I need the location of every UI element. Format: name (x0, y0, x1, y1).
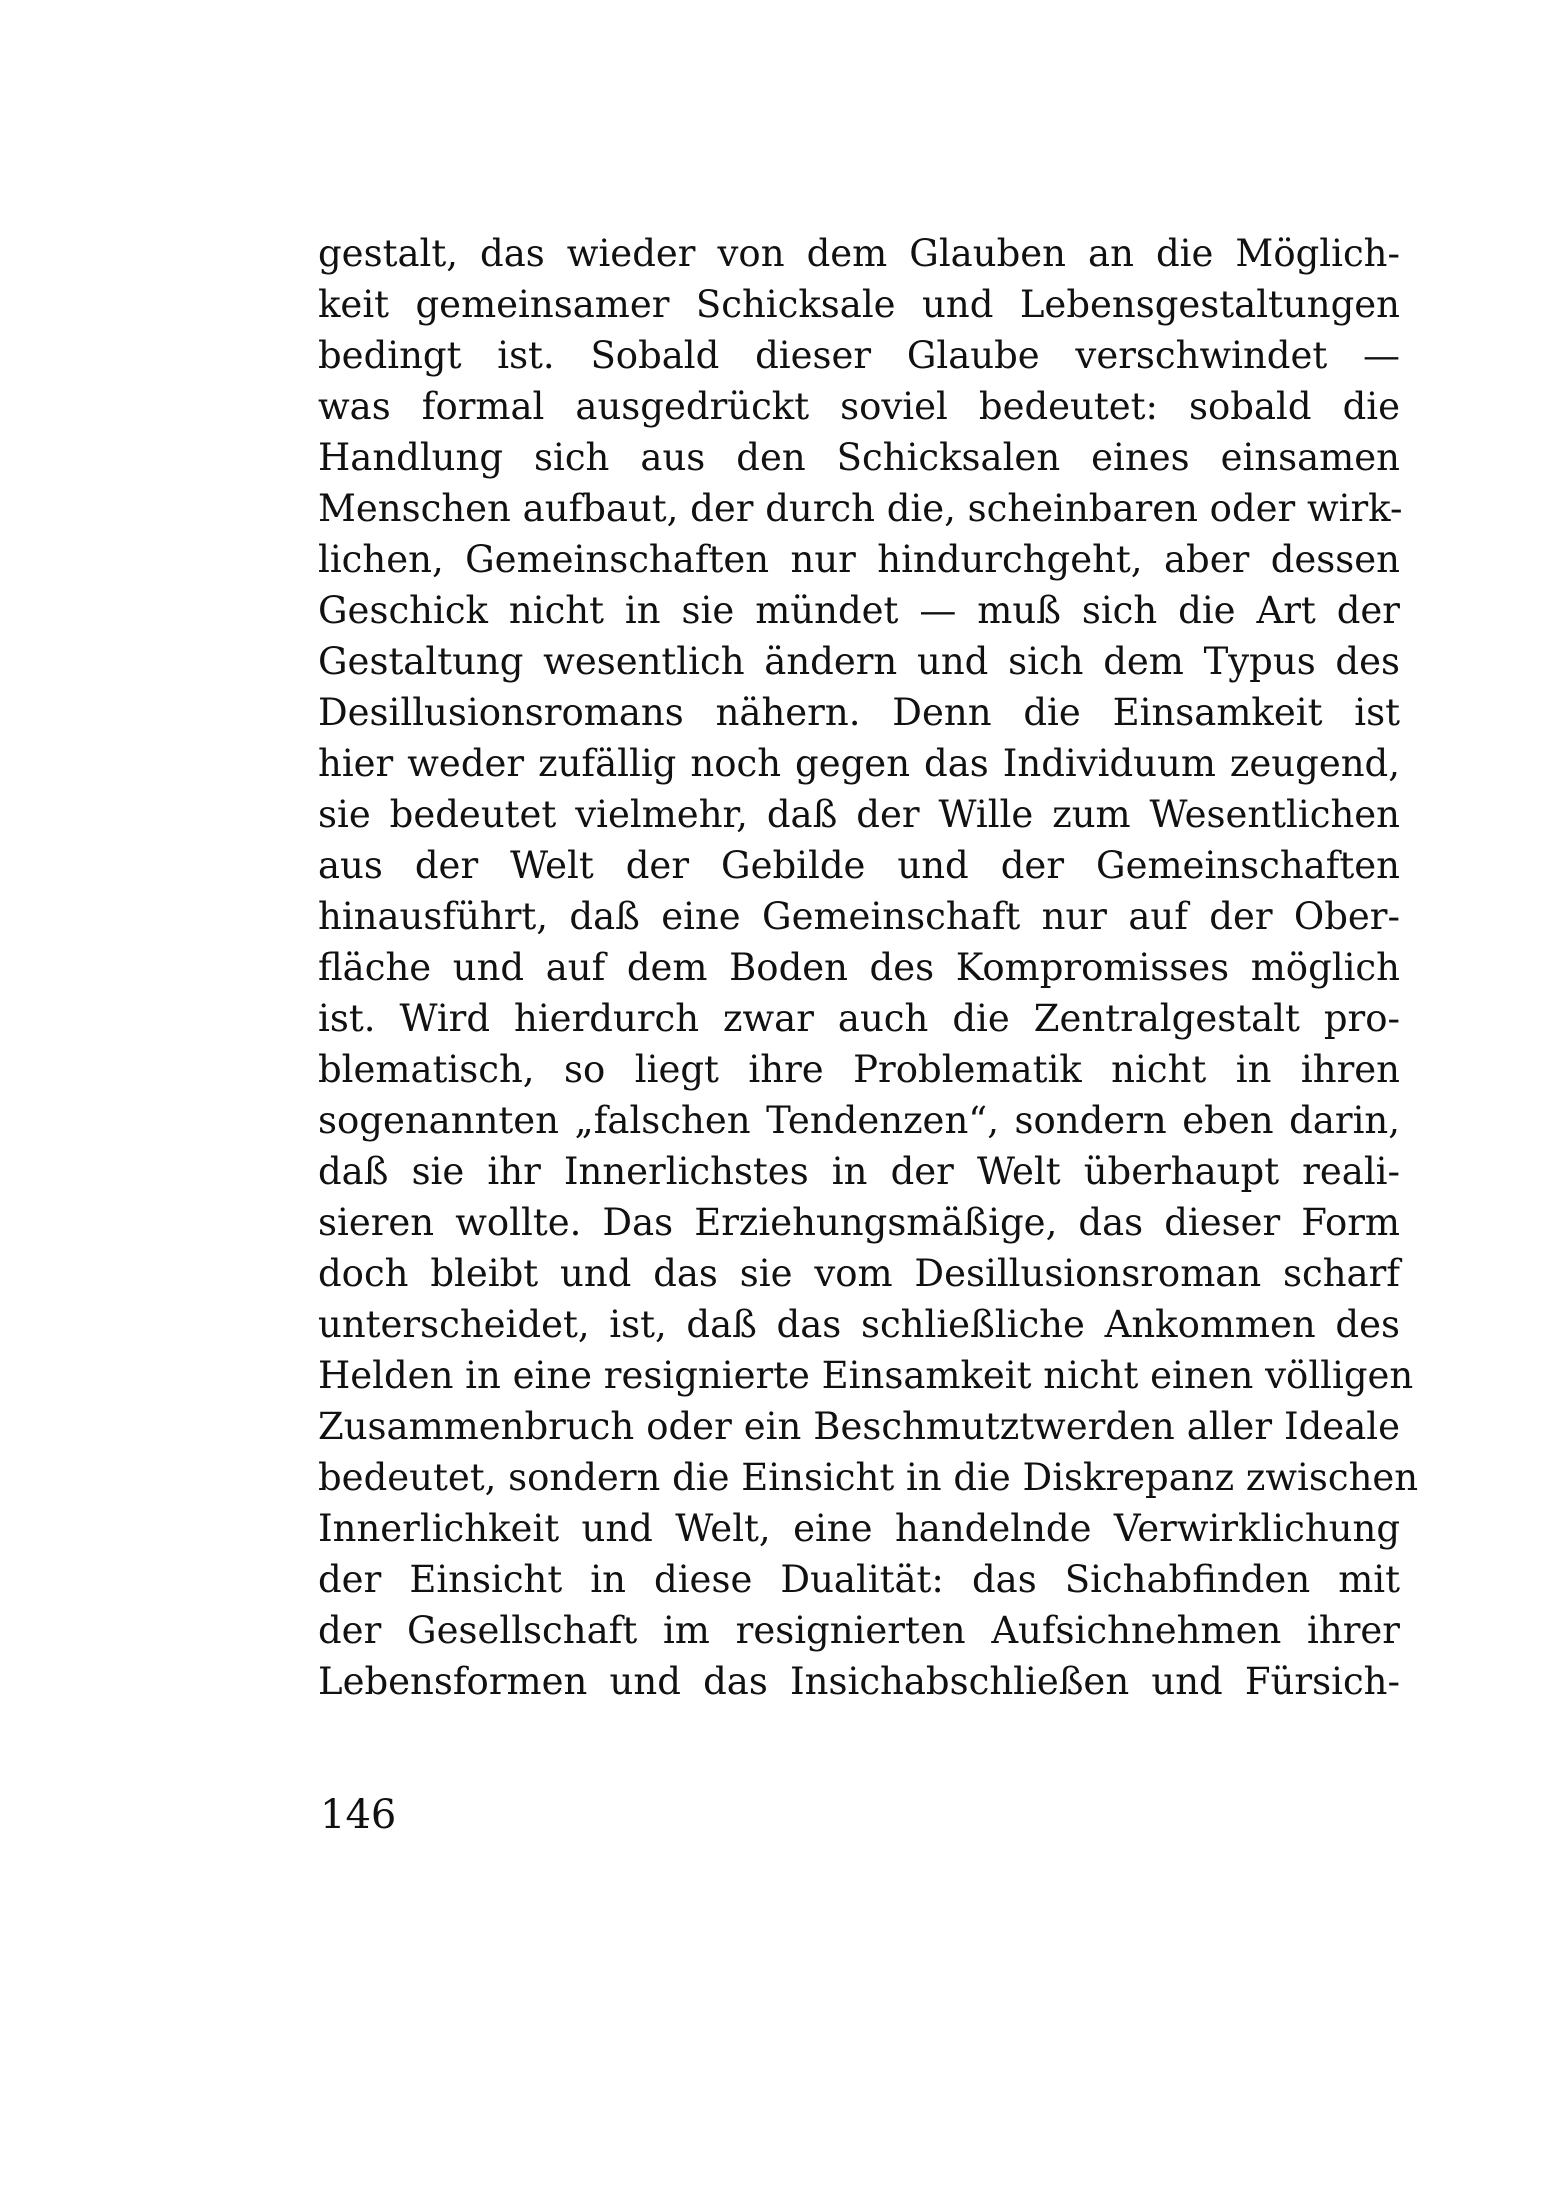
text-line: bedingt ist. Sobald dieser Glaube verschwindet — (318, 334, 1400, 377)
text-line: was formal ausgedrückt soviel bedeutet: sobald die (318, 385, 1400, 428)
text-line: aus der Welt der Gebilde und der Gemeinschaften (318, 844, 1400, 887)
text-line: sie bedeutet vielmehr, daß der Wille zum Wesentlichen (318, 793, 1400, 836)
text-line: gestalt, das wieder von dem Glauben an die Möglich- (318, 232, 1400, 275)
text-line: ist. Wird hierdurch zwar auch die Zentralgestalt pro- (318, 997, 1400, 1040)
text-line: keit gemeinsamer Schicksale und Lebensgestaltungen (318, 283, 1400, 326)
text-line: der Gesellschaft im resignierten Aufsichnehmen ihrer (318, 1609, 1400, 1652)
text-line: daß sie ihr Innerlichstes in der Welt überhaupt reali- (318, 1150, 1400, 1193)
text-line: Handlung sich aus den Schicksalen eines einsamen (318, 436, 1400, 479)
text-line: unterscheidet, ist, daß das schließliche Ankommen des (318, 1303, 1400, 1346)
text-line: sieren wollte. Das Erziehungsmäßige, das dieser Form (318, 1201, 1400, 1244)
text-line: Innerlichkeit und Welt, eine handelnde Verwirklichung (318, 1507, 1400, 1550)
body-text (318, 228, 1419, 1707)
text-line: blematisch, so liegt ihre Problematik nicht in ihren (318, 1048, 1400, 1091)
text-line: Lebensformen und das Insichabschließen und Fürsich- (318, 1660, 1400, 1703)
text-line: doch bleibt und das sie vom Desillusionsroman scharf (318, 1252, 1400, 1295)
text-line: bedeutet, sondern die Einsicht in die Diskrepanz zwischen (318, 1456, 1419, 1499)
text-line: Desillusionsromans nähern. Denn die Einsamkeit ist (318, 691, 1400, 734)
text-line: hinausführt, daß eine Gemeinschaft nur auf der Ober- (318, 895, 1400, 938)
page-number: 146 (320, 1792, 397, 1838)
text-line: lichen, Gemeinschaften nur hindurchgeht, aber dessen (318, 538, 1400, 581)
text-line: fläche und auf dem Boden des Kompromisses möglich (318, 946, 1400, 989)
text-line: der Einsicht in diese Dualität: das Sichabfinden mit (318, 1558, 1400, 1601)
text-line: Geschick nicht in sie mündet — muß sich die Art der (318, 589, 1400, 632)
text-line: hier weder zufällig noch gegen das Individuum zeugend, (318, 742, 1400, 785)
text-line: Helden in eine resignierte Einsamkeit nicht einen völligen (318, 1354, 1414, 1397)
text-line: Zusammenbruch oder ein Beschmutztwerden aller Ideale (318, 1405, 1400, 1448)
text-line: Menschen aufbaut, der durch die, scheinbaren oder wirk- (318, 487, 1403, 530)
text-line: sogenannten „falschen Tendenzen“, sondern eben darin, (318, 1099, 1400, 1142)
text-line: Gestaltung wesentlich ändern und sich dem Typus des (318, 640, 1400, 683)
